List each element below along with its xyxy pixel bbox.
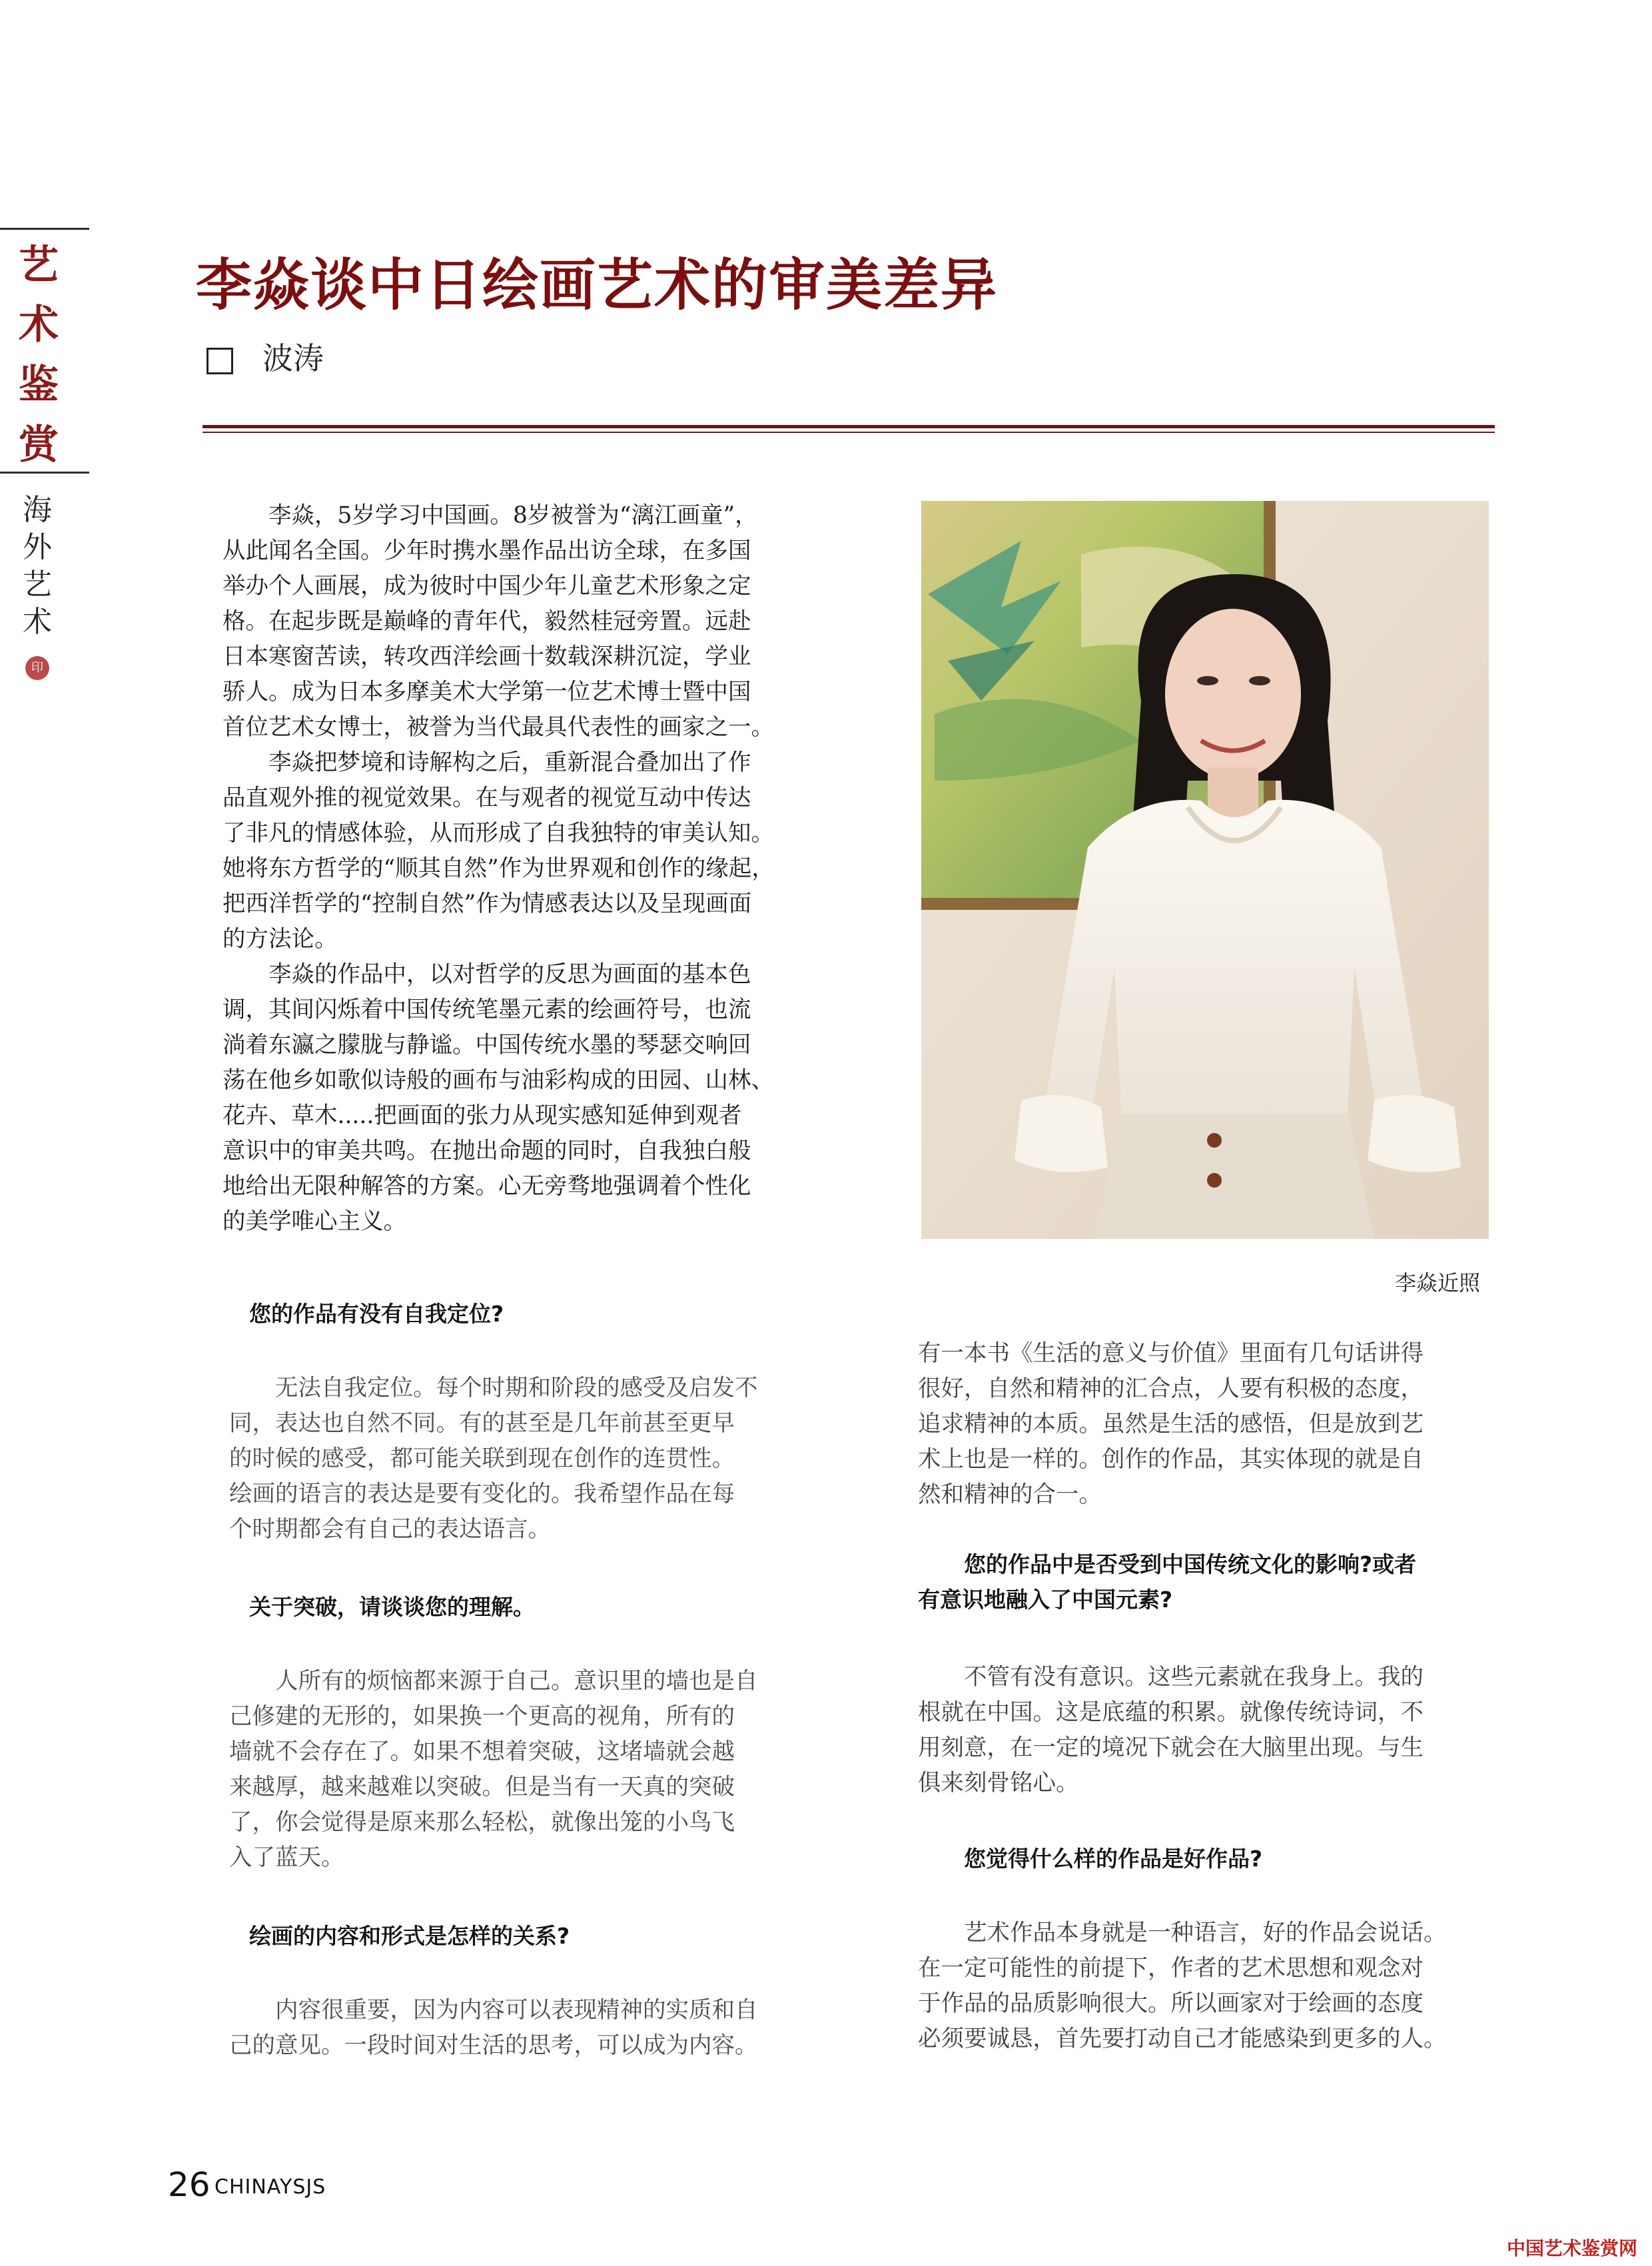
artist-photo (921, 501, 1489, 1239)
answer-paragraph (229, 1993, 809, 2064)
text-line: 有意识地融入了中国元素? (918, 1587, 1173, 1613)
text-line: 用刻意，在一定的境况下就会在大脑里出现。与生 (918, 1734, 1424, 1761)
text-line: 李焱把梦境和诗解构之后，重新混合叠加出了作 (268, 749, 751, 776)
intro-paragraph-1 (222, 498, 809, 745)
sidebar-sub-char: 外 (23, 530, 52, 564)
text-line: 您的作品中是否受到中国传统文化的影响?或者 (964, 1551, 1417, 1577)
text-line: 地给出无限种解答的方案。心无旁骛地强调着个性化 (222, 1173, 751, 1200)
text-line: 李焱的作品中，以对哲学的反思为画面的基本色 (268, 961, 751, 988)
text-line: 了，你会觉得是原来那么轻松，就像出笼的小鸟飞 (229, 1809, 735, 1836)
header-rule-thin (203, 432, 1495, 433)
sidebar-section-char: 术 (19, 302, 59, 348)
continuation-paragraph (918, 1336, 1497, 1513)
text-line: 己修建的无形的，如果换一个更高的视角，所有的 (229, 1703, 735, 1730)
text-line: 人所有的烦恼都来源于自己。意识里的墙也是自 (275, 1668, 758, 1695)
text-line: 于作品的品质影响很大。所以画家对于绘画的态度 (918, 1990, 1424, 2017)
answer-paragraph (229, 1371, 809, 1547)
question-heading: 绘画的内容和形式是怎样的关系? (249, 1923, 570, 1949)
answer-paragraph (918, 1916, 1497, 2057)
text-line: 意识中的审美共鸣。在抛出命题的同时，自我独白般 (222, 1138, 751, 1164)
text-line: 了非凡的情感体验，从而形成了自我独特的审美认知。 (222, 820, 774, 847)
text-line: 绘画的语言的表达是要有变化的。我希望作品在每 (229, 1481, 735, 1507)
text-line: 术上也是一样的。创作的作品，其实体现的就是自 (918, 1446, 1424, 1473)
author-name: 波涛 (262, 340, 324, 376)
text-line: 格。在起步既是巅峰的青年代，毅然桂冠旁置。远赴 (222, 608, 751, 635)
author-square-icon (206, 348, 233, 374)
text-line: 俱来刻骨铭心。 (918, 1770, 1079, 1796)
watermark: 中国艺术鉴赏网 (1507, 2237, 1638, 2259)
sidebar-section-char: 鉴 (19, 362, 59, 408)
text-line: 必须要诚恳，首先要打动自己才能感染到更多的人。 (918, 2026, 1447, 2052)
page-number: 26 (168, 2165, 210, 2204)
sidebar-sub-char: 艺 (23, 567, 52, 601)
text-line: 她将东方哲学的“顺其自然”作为世界观和创作的缘起， (222, 855, 775, 882)
header-rule-thick (203, 425, 1495, 428)
text-line: 入了蓝天。 (229, 1844, 344, 1871)
text-line: 在一定可能性的前提下，作者的艺术思想和观念对 (918, 1955, 1424, 1982)
sidebar-section-char: 赏 (19, 422, 59, 468)
text-line: 艺术作品本身就是一种语言，好的作品会说话。 (964, 1920, 1447, 1946)
text-line: 无法自我定位。每个时期和阶段的感受及启发不 (275, 1375, 758, 1401)
text-line: 从此闻名全国。少年时携水墨作品出访全球，在多国 (222, 538, 751, 564)
question-heading: 关于突破，请谈谈您的理解。 (249, 1594, 535, 1620)
text-line: 根就在中国。这是底蕴的积累。就像传统诗词，不 (918, 1699, 1424, 1726)
text-line: 首位艺术女博士，被誉为当代最具代表性的画家之一。 (222, 714, 774, 741)
text-line: 花卉、草木.....把画面的张力从现实感知延伸到观者 (222, 1102, 742, 1129)
question-heading (918, 1547, 1497, 1617)
text-line: 然和精神的合一。 (918, 1481, 1102, 1508)
text-line: 内容很重要，因为内容可以表现精神的实质和自 (275, 1997, 758, 2024)
text-line: 同，表达也自然不同。有的甚至是几年前甚至更早 (229, 1410, 735, 1437)
text-line: 个时期都会有自己的表达语言。 (229, 1516, 551, 1543)
photo-caption: 李焱近照 (1395, 1270, 1481, 1296)
question-heading (918, 1841, 1497, 1876)
text-line: 调，其间闪烁着中国传统笔墨元素的绘画符号，也流 (222, 996, 751, 1023)
magazine-name: CHINAYSJS (214, 2175, 326, 2199)
text-line: 日本寒窗苦读，转攻西洋绘画十数载深耕沉淀，学业 (222, 643, 751, 670)
text-line: 品直观外推的视觉效果。在与观者的视觉互动中传达 (222, 785, 751, 811)
text-line: 李焱，5岁学习中国画。8岁被誉为“漓江画童”， (268, 502, 758, 529)
text-line: 很好，自然和精神的汇合点，人要有积极的态度， (918, 1375, 1424, 1402)
text-line: 墙就不会存在了。如果不想着突破，这堵墙就会越 (229, 1738, 735, 1765)
text-line: 的美学唯心主义。 (222, 1208, 406, 1235)
text-line: 来越厚，越来越难以突破。但是当有一天真的突破 (229, 1774, 735, 1800)
sidebar-sub-char: 海 (23, 493, 52, 527)
sidebar-section-char: 艺 (19, 242, 59, 288)
text-line: 己的意见。一段时间对生活的思考，可以成为内容。 (229, 2032, 758, 2059)
text-line: 骄人。成为日本多摩美术大学第一位艺术博士暨中国 (222, 679, 751, 705)
text-line: 的时候的感受，都可能关联到现在创作的连贯性。 (229, 1445, 735, 1472)
text-line: 有一本书《生活的意义与价值》里面有几句话讲得 (918, 1340, 1424, 1367)
artist-photo-illustration (921, 501, 1489, 1239)
intro-paragraph-3 (222, 957, 809, 1240)
answer-paragraph (918, 1660, 1497, 1801)
answer-paragraph (229, 1664, 809, 1876)
article-title: 李焱谈中日绘画艺术的审美差异 (196, 252, 999, 318)
text-line: 您觉得什么样的作品是好作品? (964, 1846, 1263, 1872)
sidebar-top-rule (0, 228, 89, 230)
text-line: 淌着东瀛之朦胧与静谧。中国传统水墨的琴瑟交响回 (222, 1032, 751, 1058)
text-line: 把西洋哲学的“控制自然”作为情感表达以及呈现画面 (222, 891, 752, 917)
text-line: 的方法论。 (222, 926, 338, 952)
text-line: 不管有没有意识。这些元素就在我身上。我的 (964, 1664, 1424, 1691)
text-line: 荡在他乡如歌似诗般的画布与油彩构成的田园、山林、 (222, 1067, 774, 1094)
question-heading: 您的作品有没有自我定位? (249, 1301, 504, 1327)
sidebar-sub-char: 术 (23, 605, 52, 639)
intro-paragraph-2 (222, 745, 809, 957)
text-line: 追求精神的本质。虽然是生活的感悟，但是放到艺 (918, 1411, 1424, 1437)
sidebar-bottom-rule (0, 472, 89, 474)
text-line: 举办个人画展，成为彼时中国少年儿童艺术形象之定 (222, 573, 751, 599)
seal-icon: 印 (25, 656, 49, 680)
